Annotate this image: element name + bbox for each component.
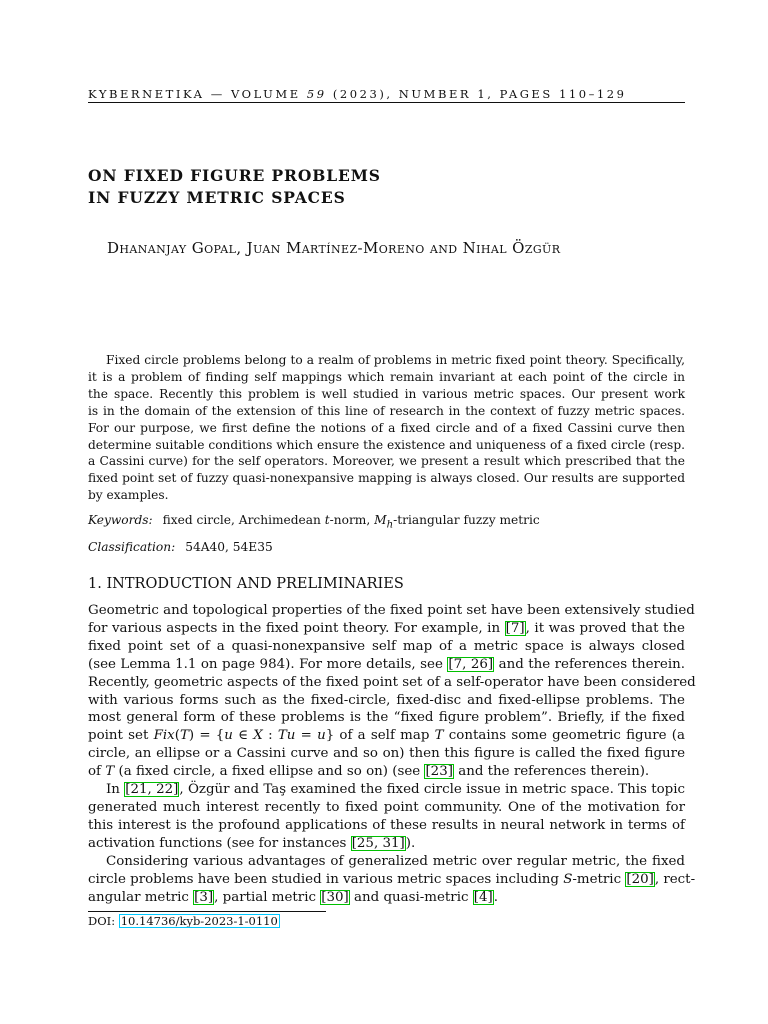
body-line (88, 781, 685, 799)
text: and the references therein). (453, 764, 650, 780)
body-line (88, 889, 685, 907)
paper-title (88, 165, 648, 209)
citation-link[interactable]: [23] (425, 764, 453, 780)
text: with various forms such as the fixed-circle, fixed-disc and fixed-ellipse problems. The (88, 692, 685, 708)
keywords-label: Keywords: (88, 513, 153, 527)
keywords-math: h (386, 519, 394, 531)
text: and quasi-metric (349, 889, 473, 905)
text: this interest is the profound applications of these results in neural network in terms of (88, 817, 685, 833)
text: for various aspects in the fixed point theory. For example, in (88, 620, 505, 636)
abstract-line: determine suitable conditions which ensure the existence and uniqueness of a fixed circle (resp. (88, 437, 685, 452)
keywords-math: M (374, 513, 387, 527)
body-line (88, 620, 685, 638)
math: u (317, 728, 326, 744)
text: most general form of these problems is the “fixed figure problem”. Briefly, if the fixed (88, 710, 685, 726)
body-line (88, 656, 685, 674)
section-body (88, 602, 696, 906)
abstract (88, 352, 685, 504)
journal-name: KYBERNETIKA — VOLUME (88, 87, 307, 101)
citation-link[interactable]: [7] (505, 620, 525, 636)
author-list: Dhananjay Gopal, Juan Martínez-Moreno and Nihal Özgür (107, 239, 561, 257)
keywords-text: -triangular fuzzy metric (393, 513, 540, 527)
body-line (88, 871, 696, 889)
keywords-text: -norm, (329, 513, 375, 527)
body-line (88, 692, 685, 710)
header-rule (88, 102, 685, 103)
classification (88, 540, 273, 554)
body-line (88, 799, 685, 817)
text: , partial metric (214, 889, 321, 905)
text: contains some geometric figure (a (443, 728, 686, 744)
text: ). (405, 835, 416, 851)
body-line (88, 835, 685, 853)
text: Recently, geometric aspects of the fixed point set of a self-operator have been considered (88, 674, 696, 690)
text: of (88, 764, 106, 780)
citation-link[interactable]: [25, 31] (351, 835, 405, 851)
text: activation functions (see for instances (88, 835, 351, 851)
body-line (88, 638, 685, 656)
math: Tu (277, 728, 296, 744)
text: circle problems have been studied in various metric spaces including (88, 871, 564, 887)
citation-link[interactable]: [3] (194, 889, 214, 905)
volume-number: 59 (306, 87, 327, 101)
body-line (88, 727, 685, 745)
abstract-line: by examples. (88, 488, 169, 503)
text: angular metric (88, 889, 194, 905)
running-head (88, 87, 684, 101)
citation-link[interactable]: [7, 26] (448, 656, 494, 672)
keywords (88, 513, 540, 530)
classification-codes: 54A40, 54E35 (185, 540, 273, 554)
math: T (105, 764, 115, 780)
body-line (88, 745, 685, 763)
body-line (88, 674, 696, 692)
title-line-2: IN FUZZY METRIC SPACES (88, 188, 346, 207)
text: = (295, 728, 318, 744)
math: T (179, 728, 189, 744)
footnote-rule (88, 911, 326, 912)
body-line (88, 602, 695, 620)
text: In (106, 782, 125, 798)
math: S (563, 871, 573, 887)
text: Considering various advantages of generalized metric over regular metric, the fixed (106, 853, 685, 869)
doi-link[interactable]: 10.14736/kyb-2023-1-0110 (120, 914, 278, 928)
text: (a fixed circle, a fixed ellipse and so on) (see (114, 764, 425, 780)
abstract-line: a Cassini curve) for the self operators. Moreover, we present a result which prescribed that the (88, 454, 685, 469)
abstract-line: Fixed circle problems belong to a realm of problems in metric fixed point theory. Specifically, (106, 353, 685, 367)
text: : (262, 728, 278, 744)
text: } of a self map (325, 728, 435, 744)
body-line (88, 709, 685, 727)
text: -metric (572, 871, 626, 887)
citation-link[interactable]: [21, 22] (125, 782, 179, 798)
text: circle, an ellipse or a Cassini curve and so on) then this figure is called the fixed figure (88, 746, 685, 762)
citation-link[interactable]: [4] (473, 889, 493, 905)
body-line (88, 817, 685, 835)
body-line (88, 763, 685, 781)
abstract-line: the space. Recently this problem is well studied in various metric spaces. Our present work (88, 386, 685, 401)
text: ( (174, 728, 180, 744)
text: fixed point set of a quasi-nonexpansive self map of a metric space is always closed (88, 638, 685, 654)
text: , it was proved that the (525, 620, 685, 636)
text: ∈ (232, 728, 254, 744)
citation-link[interactable]: [20] (626, 871, 654, 887)
abstract-line: fixed point set of fuzzy quasi-nonexpansive mapping is always closed. Our results are supported (88, 471, 685, 486)
abstract-line: For our purpose, we first define the notions of a fixed circle and of a fixed Cassini curve then (88, 420, 685, 435)
text: and the references therein. (494, 656, 685, 672)
title-line-1: ON FIXED FIGURE PROBLEMS (88, 166, 381, 185)
text: Geometric and topological properties of the fixed point set have been extensively studied (88, 603, 695, 618)
text: . (493, 889, 498, 905)
text: ) = { (188, 728, 225, 744)
keywords-text: fixed circle, Archimedean (162, 513, 325, 527)
citation-link[interactable]: [30] (321, 889, 349, 905)
math: X (253, 728, 263, 744)
abstract-line: is in the domain of the extension of this line of research in the context of fuzzy metric spaces. (88, 403, 685, 418)
issue-details: (2023), NUMBER 1, PAGES 110–129 (326, 87, 627, 101)
doi-line (88, 914, 280, 928)
text: , Özgür and Taş examined the fixed circle issue in metric space. This topic (179, 782, 686, 798)
text: generated much interest recently to fixed point community. One of the motivation for (88, 799, 685, 815)
math: T (434, 728, 444, 744)
body-line (88, 853, 685, 871)
text: point set (88, 728, 154, 744)
keywords-math: t (324, 513, 330, 527)
doi-label: DOI: (88, 914, 119, 928)
text: (see Lemma 1.1 on page 984). For more details, see (88, 656, 448, 672)
abstract-line: it is a problem of finding self mappings which remain invariant at each point of the circle in (88, 369, 685, 384)
section-heading: 1. INTRODUCTION AND PRELIMINARIES (88, 576, 404, 592)
math: u (224, 728, 233, 744)
text: , rect- (654, 871, 696, 887)
math: Fix (153, 728, 175, 744)
classification-label: Classification: (88, 540, 176, 554)
